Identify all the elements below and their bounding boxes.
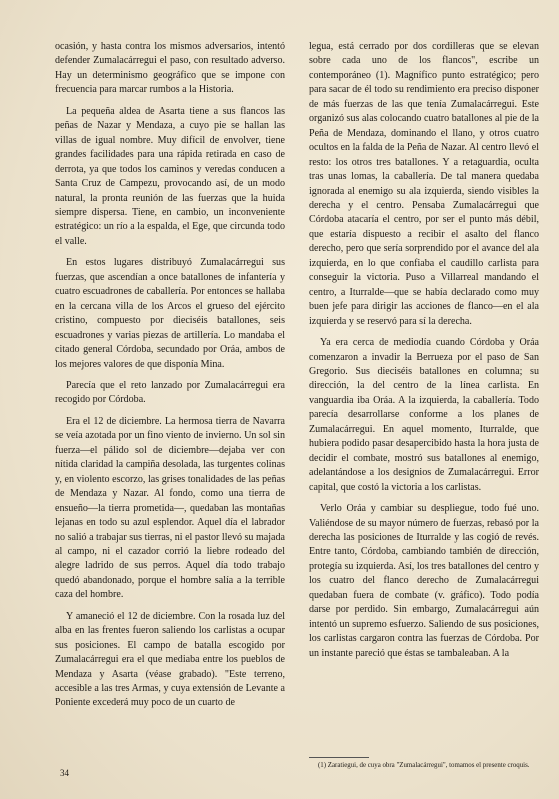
paragraph: Y amaneció el 12 de diciembre. Con la rosada luz del alba en las frentes fueron saliendo los carlistas a ocupar sus posiciones. El campo de batalla escogido por Zumalacárregui era el que mediaba entre los pueblos de Mendaza y Asarta (véase grabado). "Este terreno, accesible a las tres Armas, y cuya extensión de Levante a Poniente excederá muy poco de un cuarto de bbox=[55, 610, 285, 709]
paragraph: Verlo Oráa y cambiar su despliegue, todo fué uno. Valiéndose de su mayor número de fuerzas, rebasó por la derecha las posiciones de Iturralde y las cogió de revés. Entre tanto, Córdoba, cambiando también de dirección, protegía su izquierda. Así, los tres batallones del centro y los cuatro del flanco derecho de Zumalacárregui quedaban fuera de combate (v. gráfico). Todo podía darse por perdido. Sin embargo, Zumalacárregui aún intentó un supremo esfuerzo. Saliendo de sus posiciones, los carlistas cargaron contra las fuerzas de Córdoba. Por un instante pareció que éstas se tambaleaban. A la bbox=[309, 503, 539, 659]
footnote bbox=[309, 762, 541, 771]
paragraph: La pequeña aldea de Asarta tiene a sus flancos las peñas de Nazar y Mendaza, a cuyo pie se hallan las villas de igual nombre. Muy difícil de envolver, tiene grandes facilidades para una rápida retirada en caso de derrota, ya que todos los caminos y veredas conducen a Santa Cruz de Campezu, provocando así, de un modo natural, la pronta reunión de las fuerzas que la huida siempre dispersa. Tiene, en cambio, un inconveniente estratégico: un río a la espalda, el Ege, que circunda todo el valle. bbox=[55, 105, 285, 247]
footnote-divider bbox=[309, 757, 369, 758]
paragraph: Parecía que el reto lanzado por Zumalacárregui era recogido por Córdoba. bbox=[55, 379, 285, 406]
right-column bbox=[309, 40, 539, 668]
paragraph: En estos lugares distribuyó Zumalacárregui sus fuerzas, que ascendían a once batallones de infantería y cuatro escuadrones de caballería. Por entonces se hallaba en la cercana villa de los Arcos el grueso del ejército cristino, compuesto por dieciséis batallones, seis escuadrones y varias piezas de artillería. Lo mandaba el citado general Córdoba, secundado por Oráa, ambos de los mejores valores de que disponía Mina. bbox=[55, 257, 285, 370]
paragraph: legua, está cerrado por dos cordilleras que se elevan sobre cada uno de los flancos", escribe un contemporáneo (1). Magnífico punto estratégico; pero para sacar de él todo su rendimiento era preciso disponer de más fuerzas de las que tenía Zumalacárregui. Este organizó sus alas colocando cuatro batallones al pie de la Peña de Mendaza, dominando el llano, y otros cuatro ocultos en la falda de la Peña de Nazar. Al centro llevó el resto: los otros tres batallones. Y a retaguardia, oculta tras unas lomas, la caballería. De tal manera quedaba ignorada al enemigo su ala izquierda, siendo visibles la derecha y el centro. Pensaba Zumalacárregui que Córdoba atacaría el centro, por ser el punto más débil, que estaría dispuesto a recibir el asalto del flanco derecho, pero que sería sorprendido por el avance del ala izquierda, en lo que confiaba el caudillo carlista para conseguir la victoria. Puso a Villarreal mandando el centro, a Iturralde—que se había declarado como muy buen jefe para dirigir las acciones de flanco—en el ala izquierda y se reservó para sí la derecha. bbox=[309, 41, 539, 327]
footnote-text: (1) Zaratiegui, de cuya obra "Zumalacárregui", tomamos el presente croquis. bbox=[318, 762, 530, 769]
page-number: 34 bbox=[60, 768, 69, 778]
left-column bbox=[55, 40, 285, 718]
paragraph: Era el 12 de diciembre. La hermosa tierra de Navarra se veía azotada por un fino viento de invierno. Un sol sin fuerza—el pálido sol de diciembre—dejaba ver con nítida claridad la campiña desolada, las turgentes colinas y, en violento escorzo, las grises tonalidades de las peñas de Mendaza y Nazar. Al fondo, como una tierra de ensueño—la tierra prometida—, quedaban las montañas lejanas en todo su azul esplendor. Aquel día el labrador no salió a trabajar sus tierras, ni el pastor llevó su majada al campo, ni el cazador corrió la liebre rodeado del alegre ladrido de sus perros. Aquel día todo trabajo quedó abandonado, porque el hombre salía a la terrible caza del hombre. bbox=[55, 415, 285, 601]
paragraph: ocasión, y hasta contra los mismos adversarios, intentó defender Zumalacárregui el paso, con resultado adverso. Hay un determinismo geográfico que se impone con frecuencia para marcar rumbos a la Historia. bbox=[55, 41, 285, 96]
paragraph: Ya era cerca de mediodía cuando Córdoba y Oráa comenzaron a invadir la Berrueza por el paso de San Gregorio. Sus dieciséis batallones en columna; su dirección, la del centro de la línea carlista. En vanguardia iba Oráa. A la izquierda, la caballería. Todo parecía desarrollarse conforme a los planes de Zumalacárregui. En aquel momento, Iturralde, que hubiera podido pasar desapercibido hasta la hora justa de decidir el combate, mostró sus batallones al enemigo, adelantándose a los designios de Zumalacárregui. Error capital, que costó la victoria a los carlistas. bbox=[309, 337, 539, 493]
